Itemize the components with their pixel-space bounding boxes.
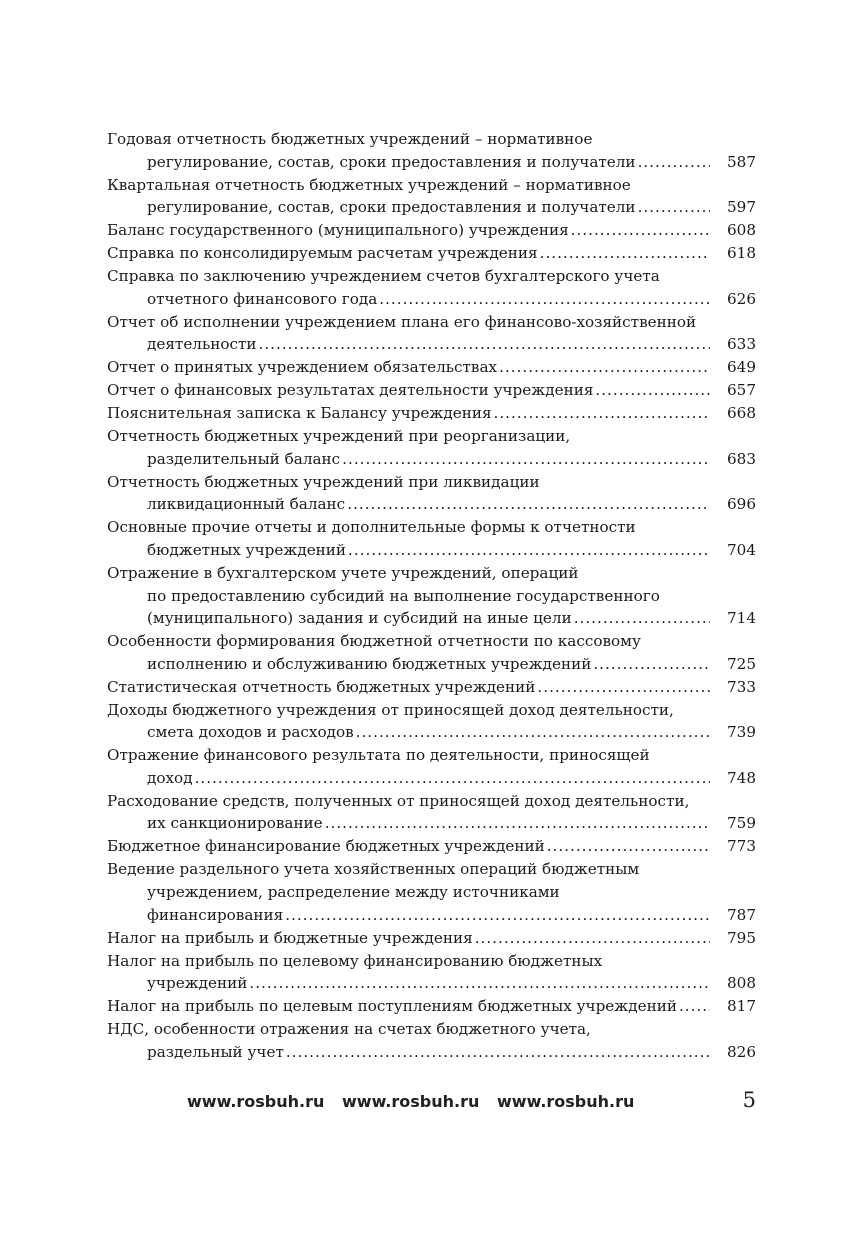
page-footer (0, 1088, 857, 1122)
toc-entry-title: Пояснительная записка к Балансу учреждения (107, 404, 492, 423)
footer-site-link: www.rosbuh.ru (187, 1092, 325, 1111)
toc-entry-line (107, 196, 756, 219)
toc-entry-line (107, 151, 756, 174)
toc-entry-line (107, 721, 756, 744)
toc-entry-title: исполнению и обслуживанию бюджетных учреждений (147, 654, 592, 673)
toc-entry-line (107, 767, 756, 790)
toc-entry-title: их санкционирование (147, 814, 323, 833)
toc-entry-title: Справка по консолидируемым расчетам учреждения (107, 244, 538, 263)
toc-entry-title: Годовая отчетность бюджетных учреждений – нормативное (107, 130, 593, 148)
toc-entry-line (107, 585, 756, 608)
toc-page-number: 826 (727, 1042, 756, 1061)
toc-entry-line (107, 835, 756, 858)
toc-entry-title: учреждением, распределение между источниками (147, 883, 560, 902)
toc-entry (107, 471, 756, 516)
toc-entry (107, 265, 756, 310)
dot-leader (593, 653, 710, 676)
dot-leader (638, 151, 710, 174)
toc-entry-title: Отражение финансового результата по деятельности, приносящей (107, 746, 650, 765)
toc-entry-line (107, 858, 756, 881)
toc-entry (107, 950, 756, 995)
toc-entry-line (107, 265, 756, 288)
toc-entry (107, 1018, 756, 1063)
dot-leader (574, 607, 710, 630)
toc-entry-line (107, 356, 756, 379)
dot-leader (537, 676, 710, 699)
toc-entry-title: смета доходов и расходов (147, 723, 354, 742)
toc-entry-title: бюджетных учреждений (147, 540, 347, 559)
toc-entry-line (107, 425, 756, 448)
toc-entry-title: регулирование, состав, сроки предоставления и получатели (147, 198, 636, 217)
toc-entry-title: Доходы бюджетного учреждения от приносящей доход деятельности, (107, 700, 674, 719)
toc-entry (107, 562, 756, 630)
toc-entry (107, 516, 756, 561)
toc-page-number: 587 (727, 152, 756, 171)
toc-entry (107, 835, 756, 858)
toc-entry-line (107, 744, 756, 767)
dot-leader (679, 995, 710, 1018)
toc-entry-title: Особенности формирования бюджетной отчетности по кассовому (107, 632, 641, 651)
dot-leader (547, 835, 710, 858)
toc-entry (107, 311, 756, 356)
toc-entry-title: (муниципального) задания и субсидий на иные цели (147, 609, 572, 628)
toc-entry-line (107, 562, 756, 585)
toc-entry-line (107, 812, 756, 835)
toc-entry (107, 858, 756, 926)
dot-leader (347, 493, 710, 516)
toc-entry-title: Основные прочие отчеты и дополнительные формы к отчетности (107, 518, 636, 537)
dot-leader (499, 356, 710, 379)
toc-entry-title: Отчет об исполнении учреждением плана его финансово-хозяйственной (107, 312, 697, 331)
footer-site-link: www.rosbuh.ru (497, 1092, 635, 1111)
toc-entry-line (107, 219, 756, 242)
toc-entry (107, 402, 756, 425)
toc-page-number: 657 (727, 381, 756, 400)
toc-entry (107, 356, 756, 379)
toc-entry-title: Налог на прибыль и бюджетные учреждения (107, 928, 473, 947)
dot-leader (356, 721, 710, 744)
toc-entry-title: Налог на прибыль по целевым поступлениям бюджетных учреждений (107, 997, 677, 1016)
toc-entry-line (107, 699, 756, 722)
toc-entry (107, 379, 756, 402)
toc-entry (107, 174, 756, 219)
dot-leader (195, 767, 710, 790)
toc-entry-title: учреждений (147, 974, 248, 993)
dot-leader (249, 972, 710, 995)
toc-entry-title: Баланс государственного (муниципального) учреждения (107, 221, 569, 240)
toc-entry (107, 995, 756, 1018)
toc-entry-line (107, 128, 756, 151)
toc-entry-line (107, 927, 756, 950)
toc-entry-line (107, 402, 756, 425)
toc-page-number: 608 (727, 221, 756, 240)
table-of-contents (107, 128, 756, 1064)
toc-page-number: 626 (727, 289, 756, 308)
toc-entry-title: доход (147, 768, 193, 787)
toc-entry (107, 128, 756, 173)
toc-entry-line (107, 311, 756, 334)
toc-entry-line (107, 676, 756, 699)
toc-page-number: 668 (727, 404, 756, 423)
toc-entry-line (107, 448, 756, 471)
toc-entry-line (107, 242, 756, 265)
toc-entry-line (107, 972, 756, 995)
toc-page-number: 696 (727, 495, 756, 514)
toc-entry-line (107, 288, 756, 311)
toc-entry-line (107, 607, 756, 630)
toc-page-number: 808 (727, 974, 756, 993)
toc-entry-line (107, 174, 756, 197)
toc-entry-title: Отчет о финансовых результатах деятельности учреждения (107, 381, 594, 400)
toc-entry-line (107, 950, 756, 973)
toc-entry-title: регулирование, состав, сроки предоставления и получатели (147, 152, 636, 171)
dot-leader (342, 448, 710, 471)
toc-page-number: 817 (727, 997, 756, 1016)
toc-entry-title: по предоставлению субсидий на выполнение государственного (147, 586, 660, 605)
toc-entry-title: Ведение раздельного учета хозяйственных операций бюджетным (107, 860, 640, 879)
dot-leader (259, 333, 710, 356)
toc-entry-title: Статистическая отчетность бюджетных учреждений (107, 677, 536, 696)
dot-leader (540, 242, 710, 265)
toc-entry (107, 699, 756, 744)
toc-page-number: 633 (727, 335, 756, 354)
toc-entry-title: Отражение в бухгалтерском учете учреждений, операций (107, 563, 579, 582)
toc-entry-title: Расходование средств, полученных от приносящей доход деятельности, (107, 791, 690, 810)
toc-entry-title: раздельный учет (147, 1042, 284, 1061)
toc-entry-title: НДС, особенности отражения на счетах бюджетного учета, (107, 1020, 591, 1039)
toc-entry-line (107, 379, 756, 402)
toc-page-number: 649 (727, 358, 756, 377)
toc-entry-title: Бюджетное финансирование бюджетных учреждений (107, 837, 545, 856)
toc-entry (107, 676, 756, 699)
toc-entry-line (107, 1041, 756, 1064)
toc-page-number: 748 (727, 768, 756, 787)
toc-entry (107, 630, 756, 675)
toc-entry-line (107, 1018, 756, 1041)
toc-page-number: 787 (727, 905, 756, 924)
toc-entry-title: деятельности (147, 335, 257, 354)
dot-leader (285, 904, 710, 927)
toc-page-number: 683 (727, 449, 756, 468)
toc-entry-title: Квартальная отчетность бюджетных учреждений – нормативное (107, 175, 631, 194)
toc-entry-title: разделительный баланс (147, 449, 341, 468)
toc-entry-title: Отчет о принятых учреждением обязательствах (107, 358, 498, 377)
toc-entry-line (107, 516, 756, 539)
toc-entry-line (107, 995, 756, 1018)
toc-page-number: 739 (727, 723, 756, 742)
toc-entry-line (107, 904, 756, 927)
toc-entry-line (107, 630, 756, 653)
dot-leader (638, 196, 710, 219)
toc-page-number: 759 (727, 814, 756, 833)
toc-entry-line (107, 493, 756, 516)
toc-entry-line (107, 790, 756, 813)
toc-page-number: 795 (727, 928, 756, 947)
footer-site-link: www.rosbuh.ru (342, 1092, 480, 1111)
toc-entry-title: Отчетность бюджетных учреждений при реорганизации, (107, 427, 571, 446)
dot-leader (494, 402, 710, 425)
toc-page-number: 704 (727, 540, 756, 559)
dot-leader (379, 288, 710, 311)
dot-leader (571, 219, 710, 242)
dot-leader (286, 1041, 710, 1064)
toc-entry-title: Справка по заключению учреждением счетов бухгалтерского учета (107, 267, 660, 286)
toc-page-number: 597 (727, 198, 756, 217)
page-number: 5 (742, 1088, 756, 1112)
dot-leader (595, 379, 710, 402)
toc-entry (107, 744, 756, 789)
toc-entry-title: Налог на прибыль по целевому финансированию бюджетных (107, 951, 603, 970)
toc-page-number: 714 (727, 609, 756, 628)
toc-entry-line (107, 539, 756, 562)
toc-entry (107, 219, 756, 242)
toc-page-number: 733 (727, 677, 756, 696)
toc-entry-line (107, 333, 756, 356)
toc-page-number: 773 (727, 837, 756, 856)
toc-entry-title: Отчетность бюджетных учреждений при ликвидации (107, 472, 540, 491)
dot-leader (325, 812, 710, 835)
toc-entry-line (107, 881, 756, 904)
dot-leader (475, 927, 710, 950)
toc-page-number: 618 (727, 244, 756, 263)
toc-entry (107, 790, 756, 835)
toc-entry (107, 425, 756, 470)
dot-leader (348, 539, 710, 562)
toc-entry-line (107, 471, 756, 494)
toc-entry (107, 242, 756, 265)
toc-entry (107, 927, 756, 950)
toc-entry-line (107, 653, 756, 676)
toc-entry-title: отчетного финансового года (147, 289, 378, 308)
toc-entry-title: ликвидационный баланс (147, 495, 346, 514)
toc-entry-title: финансирования (147, 905, 284, 924)
toc-page-number: 725 (727, 654, 756, 673)
